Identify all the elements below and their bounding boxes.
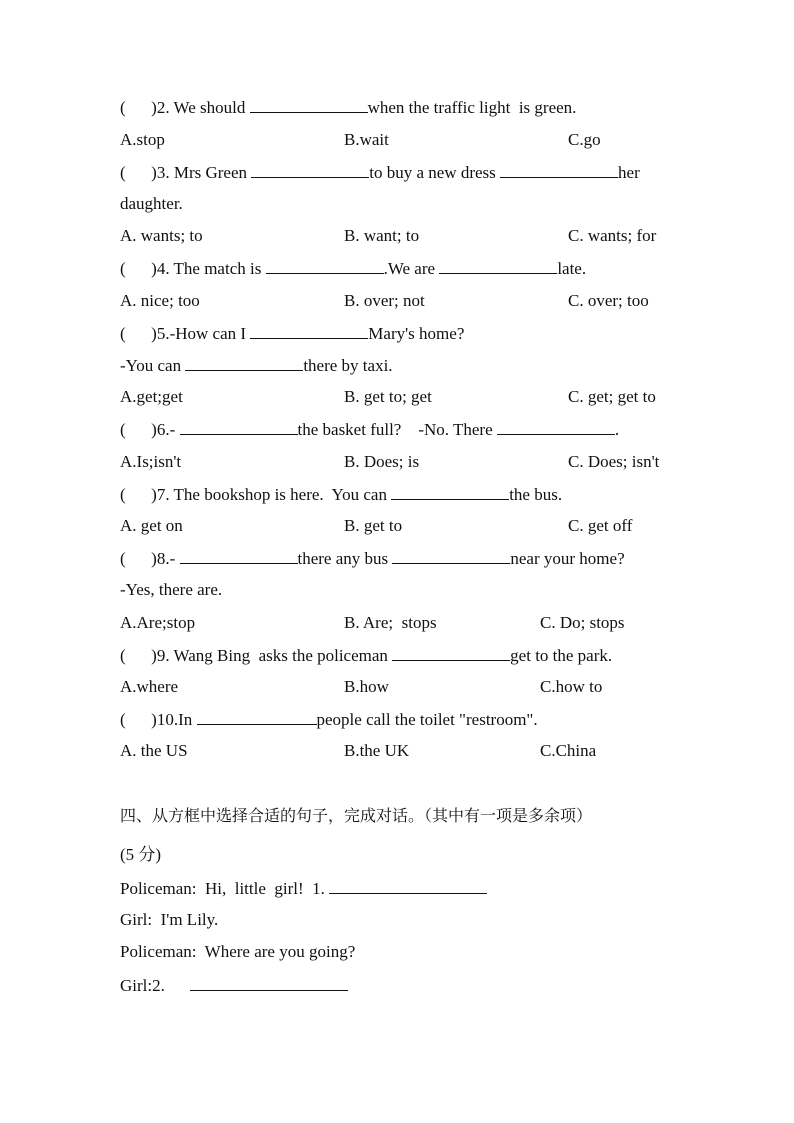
dialogue-text: Girl:2. [120,976,191,995]
question-text: 2. We should [156,98,250,117]
question-3 [120,162,640,183]
question-text: 3. Mrs Green [156,163,252,182]
question-text: late. [557,259,587,278]
answer-paren: ( ) [120,485,157,504]
option-b: B. get to [344,516,403,535]
question-7 [120,484,562,505]
question-text: 4. The match is [156,259,266,278]
answer-blank [180,419,298,435]
option-a: A. nice; too [120,291,200,310]
answer-blank [266,258,384,274]
answer-blank [197,709,317,725]
answer-blank [251,162,369,178]
option-c: C. get off [568,516,633,535]
question-text: near your home? [510,549,625,568]
question-5 [120,323,464,344]
question-text: 5.-How can I [156,324,251,343]
option-a: A.Is;isn't [120,452,182,471]
question-text: . [614,420,620,439]
question-6 [120,419,619,440]
option-b: B.the UK [344,741,410,760]
option-c: C.how to [540,677,603,696]
question-4 [120,258,586,279]
option-b: B. over; not [344,291,425,310]
answer-paren: ( ) [120,549,157,568]
answer-blank [250,97,368,113]
dialogue-line-2: Girl: I'm Lily. [120,910,219,929]
question-10 [120,709,538,730]
section-4-score: (5 分) [120,845,162,864]
dialogue-text: Policeman: Hi, little girl! 1. [120,879,330,898]
question-5-line2 [120,355,393,376]
question-text: there by taxi. [303,356,393,375]
question-text: people call the toilet "restroom". [316,710,538,729]
answer-paren: ( ) [120,646,157,665]
answer-blank [392,548,510,564]
option-b: B. Does; is [344,452,420,471]
answer-paren: ( ) [120,324,157,343]
question-2 [120,97,576,118]
option-c: C.China [540,741,597,760]
option-c: C. wants; for [568,226,657,245]
question-text: 10.In [156,710,197,729]
answer-blank [391,484,509,500]
question-text: the bus. [509,485,563,504]
answer-paren: ( ) [120,710,157,729]
answer-blank [500,162,618,178]
section-4-title: 四、从方框中选择合适的句子，完成对话。（其中有一项是多余项） [120,806,593,825]
option-b: B. want; to [344,226,420,245]
option-a: A. get on [120,516,183,535]
option-b: B. get to; get [344,387,432,406]
question-continuation: -Yes, there are. [120,580,223,599]
question-text: when the traffic light is green. [367,98,577,117]
answer-blank [439,258,557,274]
question-text: 9. Wang Bing asks the policeman [156,646,393,665]
question-continuation: daughter. [120,194,183,213]
question-text: get to the park. [510,646,613,665]
question-text: 7. The bookshop is here. You can [156,485,392,504]
option-b: B.how [344,677,389,696]
option-b: B. Are; stops [344,613,437,632]
question-9 [120,645,612,666]
option-a: A.get;get [120,387,183,406]
question-text: 6.- [156,420,180,439]
answer-blank [392,645,510,661]
option-c: C. Does; isn't [568,452,660,471]
option-a: A. wants; to [120,226,203,245]
question-text: there any bus [297,549,393,568]
option-a: A.where [120,677,179,696]
option-c: C. Do; stops [540,613,625,632]
question-text: -You can [120,356,186,375]
answer-blank [250,323,368,339]
option-b: B.wait [344,130,389,149]
option-a: A. the US [120,741,188,760]
answer-paren: ( ) [120,259,157,278]
answer-blank [329,878,487,894]
answer-blank [497,419,615,435]
option-a: A.Are;stop [120,613,196,632]
question-text: her [618,163,640,182]
question-text: 8.- [156,549,180,568]
answer-blank [185,355,303,371]
dialogue-line-1 [120,878,487,899]
answer-paren: ( ) [120,420,157,439]
answer-blank [180,548,298,564]
question-8 [120,548,625,569]
question-text: the basket full? -No. There [297,420,497,439]
question-text: .We are [383,259,440,278]
dialogue-line-4 [120,975,348,996]
question-text: Mary's home? [368,324,465,343]
option-c: C. get; get to [568,387,656,406]
option-a: A.stop [120,130,165,149]
option-c: C.go [568,130,601,149]
question-text: to buy a new dress [369,163,501,182]
option-c: C. over; too [568,291,649,310]
answer-paren: ( ) [120,163,157,182]
answer-blank [190,975,348,991]
answer-paren: ( ) [120,98,157,117]
dialogue-line-3: Policeman: Where are you going? [120,942,356,961]
